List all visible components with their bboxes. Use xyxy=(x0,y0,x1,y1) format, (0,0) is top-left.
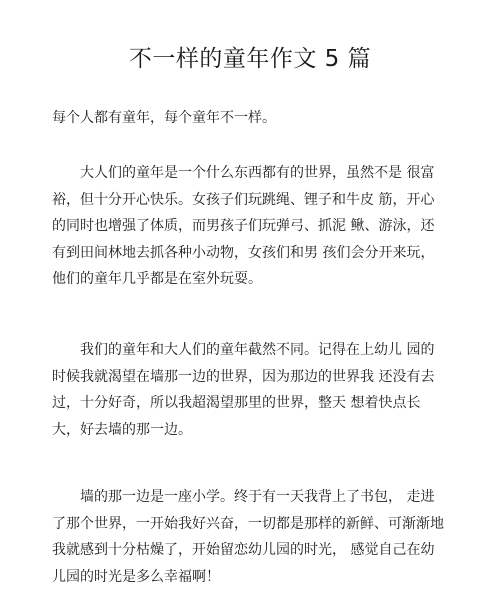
intro-line: 每个人都有童年，每个童年不一样。 xyxy=(52,110,276,126)
paragraph-2: 我们的童年和大人们的童年截然不同。记得在上幼儿 园的时候我就渴望在墙那一边的世界，因为那边的世界我 还没有去过，十分好奇，所以我超渴望那里的世界，整天 想着快点长大，好去墙的那一边。 xyxy=(52,342,435,438)
paragraph-1: 大人们的童年是一个什么东西都有的世界，虽然不是 很富裕，但十分开心快乐。女孩子们玩跳绳、锂子和牛皮 筋，开心的同时也增强了体质，而男孩子们玩弹弓、抓泥 鳅、游泳，还有到田间林地去抓各种小动物，女孩们和男 孩们会分开来玩，他们的童年几乎都是在室外玩耍。 xyxy=(52,165,435,287)
document-title: 不一样的童年作文 5 篇 xyxy=(128,46,372,72)
paragraph-3: 墙的那一边是一座小学。终于有一天我背上了书包， 走进了那个世界，一开始我好兴奋，一切都是那样的新鲜、可渐渐地我就感到十分枯燥了，开始留恋幼儿园的时光， 感觉自己在幼儿园的时光是多么幸福啊！ xyxy=(52,489,444,585)
